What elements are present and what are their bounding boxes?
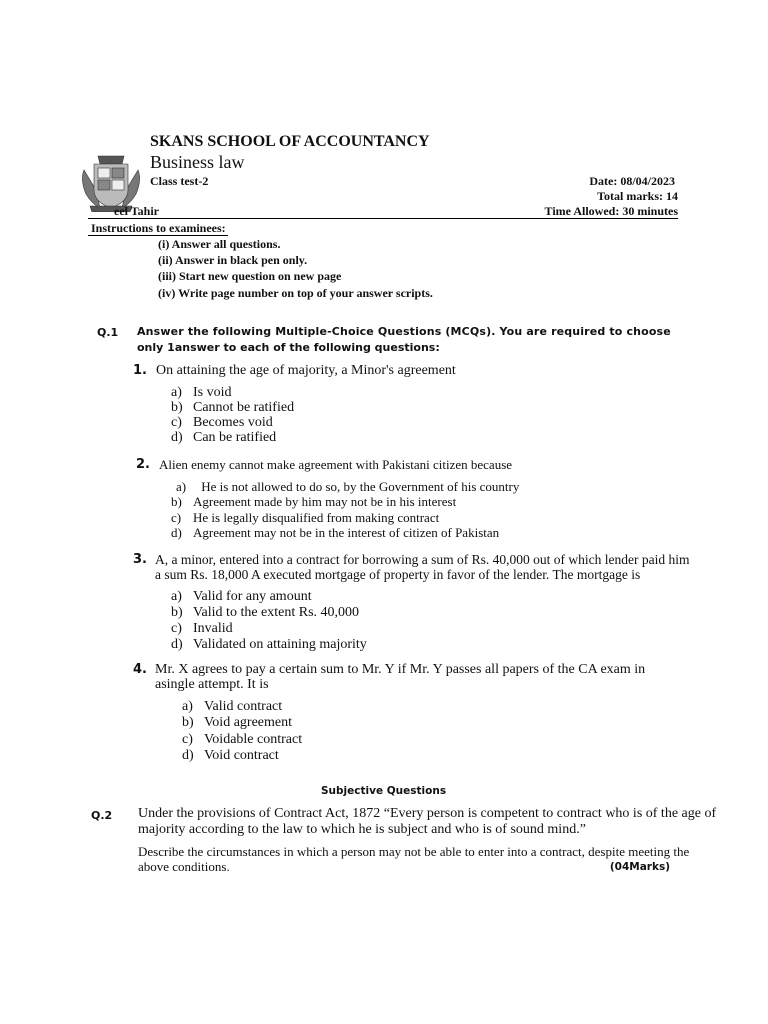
q1-instructions-line1: Answer the following Multiple-Choice Questions (MCQs). You are required to choose [137,325,671,338]
mcq-number: 1. [133,363,147,378]
q2-text-line1: Under the provisions of Contract Act, 1872 “Every person is competent to contract who is of the age of [138,806,717,821]
exam-date: Date: 08/04/2023 [589,174,675,188]
mcq-number: 4. [133,662,147,677]
q2-text-line4: above conditions. [138,859,230,874]
q1-instructions-line2: only 1answer to each of the following questions: [137,341,440,354]
mcq-number: 2. [136,457,150,472]
header-divider [88,218,678,219]
mcq-option: b) Agreement made by him may not be in his interest [171,494,457,509]
time-allowed: Time Allowed: 30 minutes [544,204,678,218]
q1-label: Q.1 [97,326,119,339]
total-marks: Total marks: 14 [597,189,678,203]
subject-title: Business law [150,152,245,172]
mcq-option: d) Validated on attaining majority [171,637,367,652]
instruction-item: (i) Answer all questions. [158,237,281,251]
school-name: SKANS SCHOOL OF ACCOUNTANCY [150,133,430,150]
mcq-option: c) Invalid [171,621,233,636]
mcq-option: d) Void contract [182,748,279,763]
instruction-item: (ii) Answer in black pen only. [158,253,308,267]
mcq-option: a) He is not allowed to do so, by the Government of his country [176,479,520,494]
mcq-option: b) Void agreement [182,715,292,730]
q2-marks: (04Marks) [609,861,670,873]
instruction-item: (iii) Start new question on new page [158,269,342,283]
mcq-option: a) Valid contract [182,699,283,714]
instructions-underline [88,235,228,236]
q2-text-line2: majority according to the law to which he is subject and who is of sound mind.” [138,822,586,837]
mcq-question: asingle attempt. It is [155,677,269,692]
mcq-question: a sum Rs. 18,000 A executed mortgage of property in favor of the lender. The mortgage is [155,567,641,582]
mcq-option: a) Is void [171,385,232,400]
subjective-heading: Subjective Questions [321,785,447,797]
test-name: Class test-2 [150,174,209,188]
mcq-option: d) Can be ratified [171,430,277,445]
mcq-option: b) Valid to the extent Rs. 40,000 [171,605,360,620]
mcq-question: A, a minor, entered into a contract for borrowing a sum of Rs. 40,000 out of which lender paid him [155,552,690,567]
mcq-question: Alien enemy cannot make agreement with Pakistani citizen because [159,457,513,472]
mcq-question: Mr. X agrees to pay a certain sum to Mr. Y if Mr. Y passes all papers of the CA exam in [155,662,646,677]
mcq-option: c) Voidable contract [182,732,303,747]
school-crest-icon [78,150,144,212]
q2-label: Q.2 [91,809,113,822]
mcq-option: a) Valid for any amount [171,589,312,604]
instruction-item: (iv) Write page number on top of your answer scripts. [158,286,433,300]
teacher-name: eel Tahir [114,204,160,218]
mcq-option: d) Agreement may not be in the interest of citizen of Pakistan [171,525,500,540]
mcq-number: 3. [133,552,147,567]
mcq-option: b) Cannot be ratified [171,400,295,415]
mcq-question: On attaining the age of majority, a Minor's agreement [156,363,456,378]
instructions-title: Instructions to examinees: [91,221,226,235]
mcq-option: c) He is legally disqualified from making contract [171,510,440,525]
mcq-option: c) Becomes void [171,415,273,430]
q2-text-line3: Describe the circumstances in which a person may not be able to enter into a contract, despite meeting the [138,844,690,859]
